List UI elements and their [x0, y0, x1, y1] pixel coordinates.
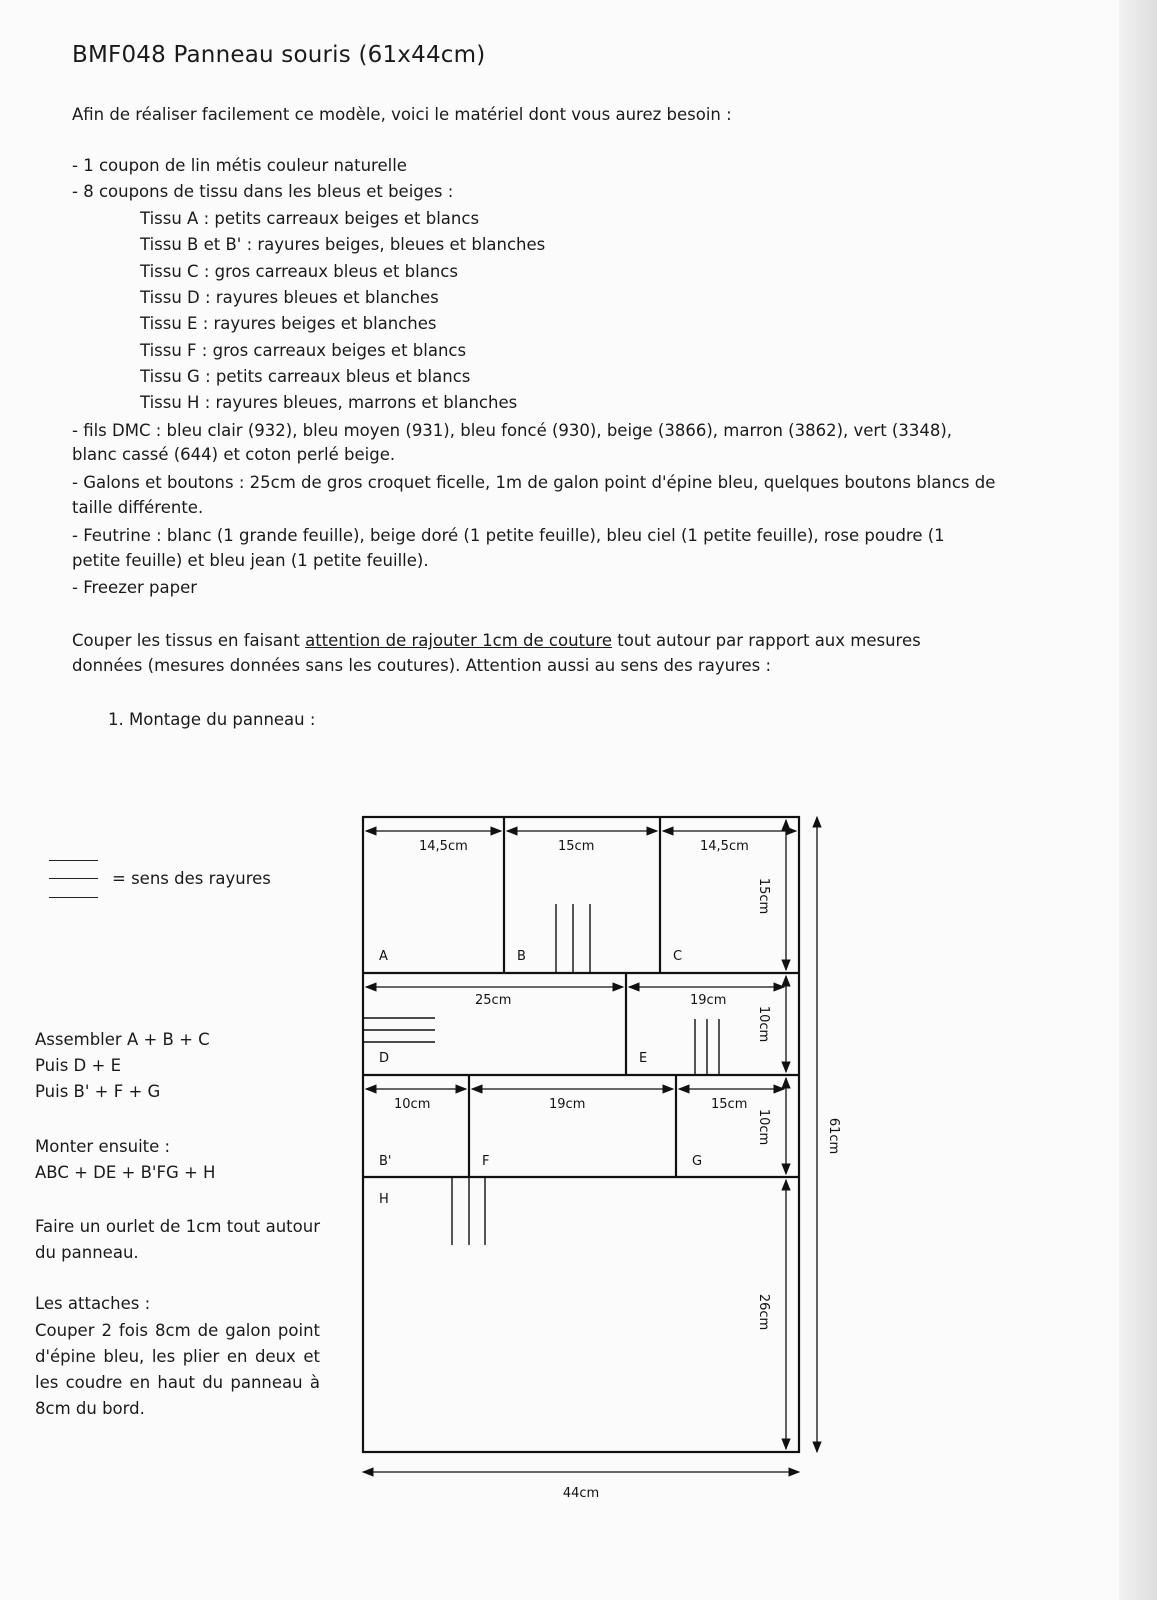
tissu-h: Tissu H : rayures bleues, marrons et blanches [140, 393, 518, 412]
tissu-b: Tissu B et B' : rayures beiges, bleues et blanches [140, 235, 546, 254]
dim-label-total-height: 61cm [826, 1117, 841, 1155]
monter-detail: ABC + DE + B'FG + H [35, 1163, 216, 1182]
ourlet-text: Faire un ourlet de 1cm tout autour du panneau. [35, 1217, 320, 1262]
dim-label-row2-d: 25cm [475, 993, 512, 1008]
galons-line-2: taille différente. [72, 498, 204, 517]
dim-label-row3-f: 19cm [549, 1097, 586, 1112]
dim-label-total-width: 44cm [562, 1486, 600, 1501]
panel-outline [363, 817, 799, 1452]
intro-text: Afin de réaliser facilement ce modèle, voici le matériel dont vous aurez besoin : [72, 105, 732, 124]
piece-label-f: F [482, 1154, 490, 1169]
piece-label-c: C [673, 949, 683, 964]
tissu-a: Tissu A : petits carreaux beiges et blancs [140, 209, 480, 228]
galons-line-1: - Galons et boutons : 25cm de gros croquet ficelle, 1m de galon point d'épine bleu, quelques boutons blancs de [72, 473, 996, 492]
piece-label-d: D [379, 1051, 390, 1066]
piece-label-a: A [379, 949, 388, 964]
dim-label-row4-height: 26cm [756, 1293, 771, 1331]
dim-label-row1-c: 14,5cm [700, 839, 749, 854]
attaches-text: Couper 2 fois 8cm de galon point d'épine bleu, les plier en deux et les coudre en haut du panneau à 8cm du bord. [35, 1321, 320, 1418]
tissu-d: Tissu D : rayures bleues et blanches [140, 288, 439, 307]
feutrine-line-2: petite feuille) et bleu jean (1 petite feuille). [72, 551, 429, 570]
dim-label-row2-height: 10cm [756, 1005, 771, 1043]
dim-label-row1-a: 14,5cm [419, 839, 468, 854]
dim-label-row1-b: 15cm [558, 839, 595, 854]
stripe-legend-label: = sens des rayures [112, 869, 271, 888]
piece-label-e: E [639, 1051, 648, 1066]
step-1-heading: 1. Montage du panneau : [108, 710, 316, 729]
tissu-c: Tissu C : gros carreaux bleus et blancs [140, 262, 458, 281]
dim-label-row2-e: 19cm [690, 993, 727, 1008]
dim-label-row3-g: 15cm [711, 1097, 748, 1112]
assemble-bfg: Puis B' + F + G [35, 1082, 161, 1101]
feutrine-line-1: - Feutrine : blanc (1 grande feuille), beige doré (1 petite feuille), bleu ciel (1 petite feuille), rose poudre (1 [72, 526, 945, 545]
piece-label-bprime: B' [379, 1154, 392, 1169]
cut-underlined: attention de rajouter 1cm de couture [305, 631, 613, 650]
document-title: BMF048 Panneau souris (61x44cm) [72, 42, 486, 68]
material-lin: - 1 coupon de lin métis couleur naturelle [72, 156, 407, 175]
dim-label-row3-bprime: 10cm [394, 1097, 431, 1112]
piece-label-b: B [517, 949, 526, 964]
assemble-abc: Assembler A + B + C [35, 1030, 210, 1049]
cut-text-start: Couper les tissus en faisant [72, 631, 306, 650]
attaches-title: Les attaches : [35, 1294, 151, 1313]
fils-line-1: - fils DMC : bleu clair (932), bleu moyen (931), bleu foncé (930), beige (3866), marron (3862), vert (3348), [72, 421, 953, 440]
tissu-g: Tissu G : petits carreaux bleus et blancs [140, 367, 471, 386]
tissu-f: Tissu F : gros carreaux beiges et blancs [140, 341, 467, 360]
piece-label-g: G [692, 1154, 703, 1169]
piece-label-h: H [379, 1192, 389, 1207]
material-coupons: - 8 coupons de tissu dans les bleus et beiges : [72, 182, 454, 201]
fils-line-2: blanc cassé (644) et coton perlé beige. [72, 445, 396, 464]
freezer-paper: - Freezer paper [72, 578, 198, 597]
assemble-de: Puis D + E [35, 1056, 121, 1075]
tissu-e: Tissu E : rayures beiges et blanches [140, 314, 437, 333]
cut-instruction-line-2: données (mesures données sans les coutures). Attention aussi au sens des rayures : [72, 656, 772, 675]
monter-label: Monter ensuite : [35, 1137, 171, 1156]
dim-label-row1-height: 15cm [756, 877, 771, 915]
dim-label-row3-height: 10cm [756, 1108, 771, 1146]
cut-text-end: tout autour par rapport aux mesures [612, 631, 921, 650]
